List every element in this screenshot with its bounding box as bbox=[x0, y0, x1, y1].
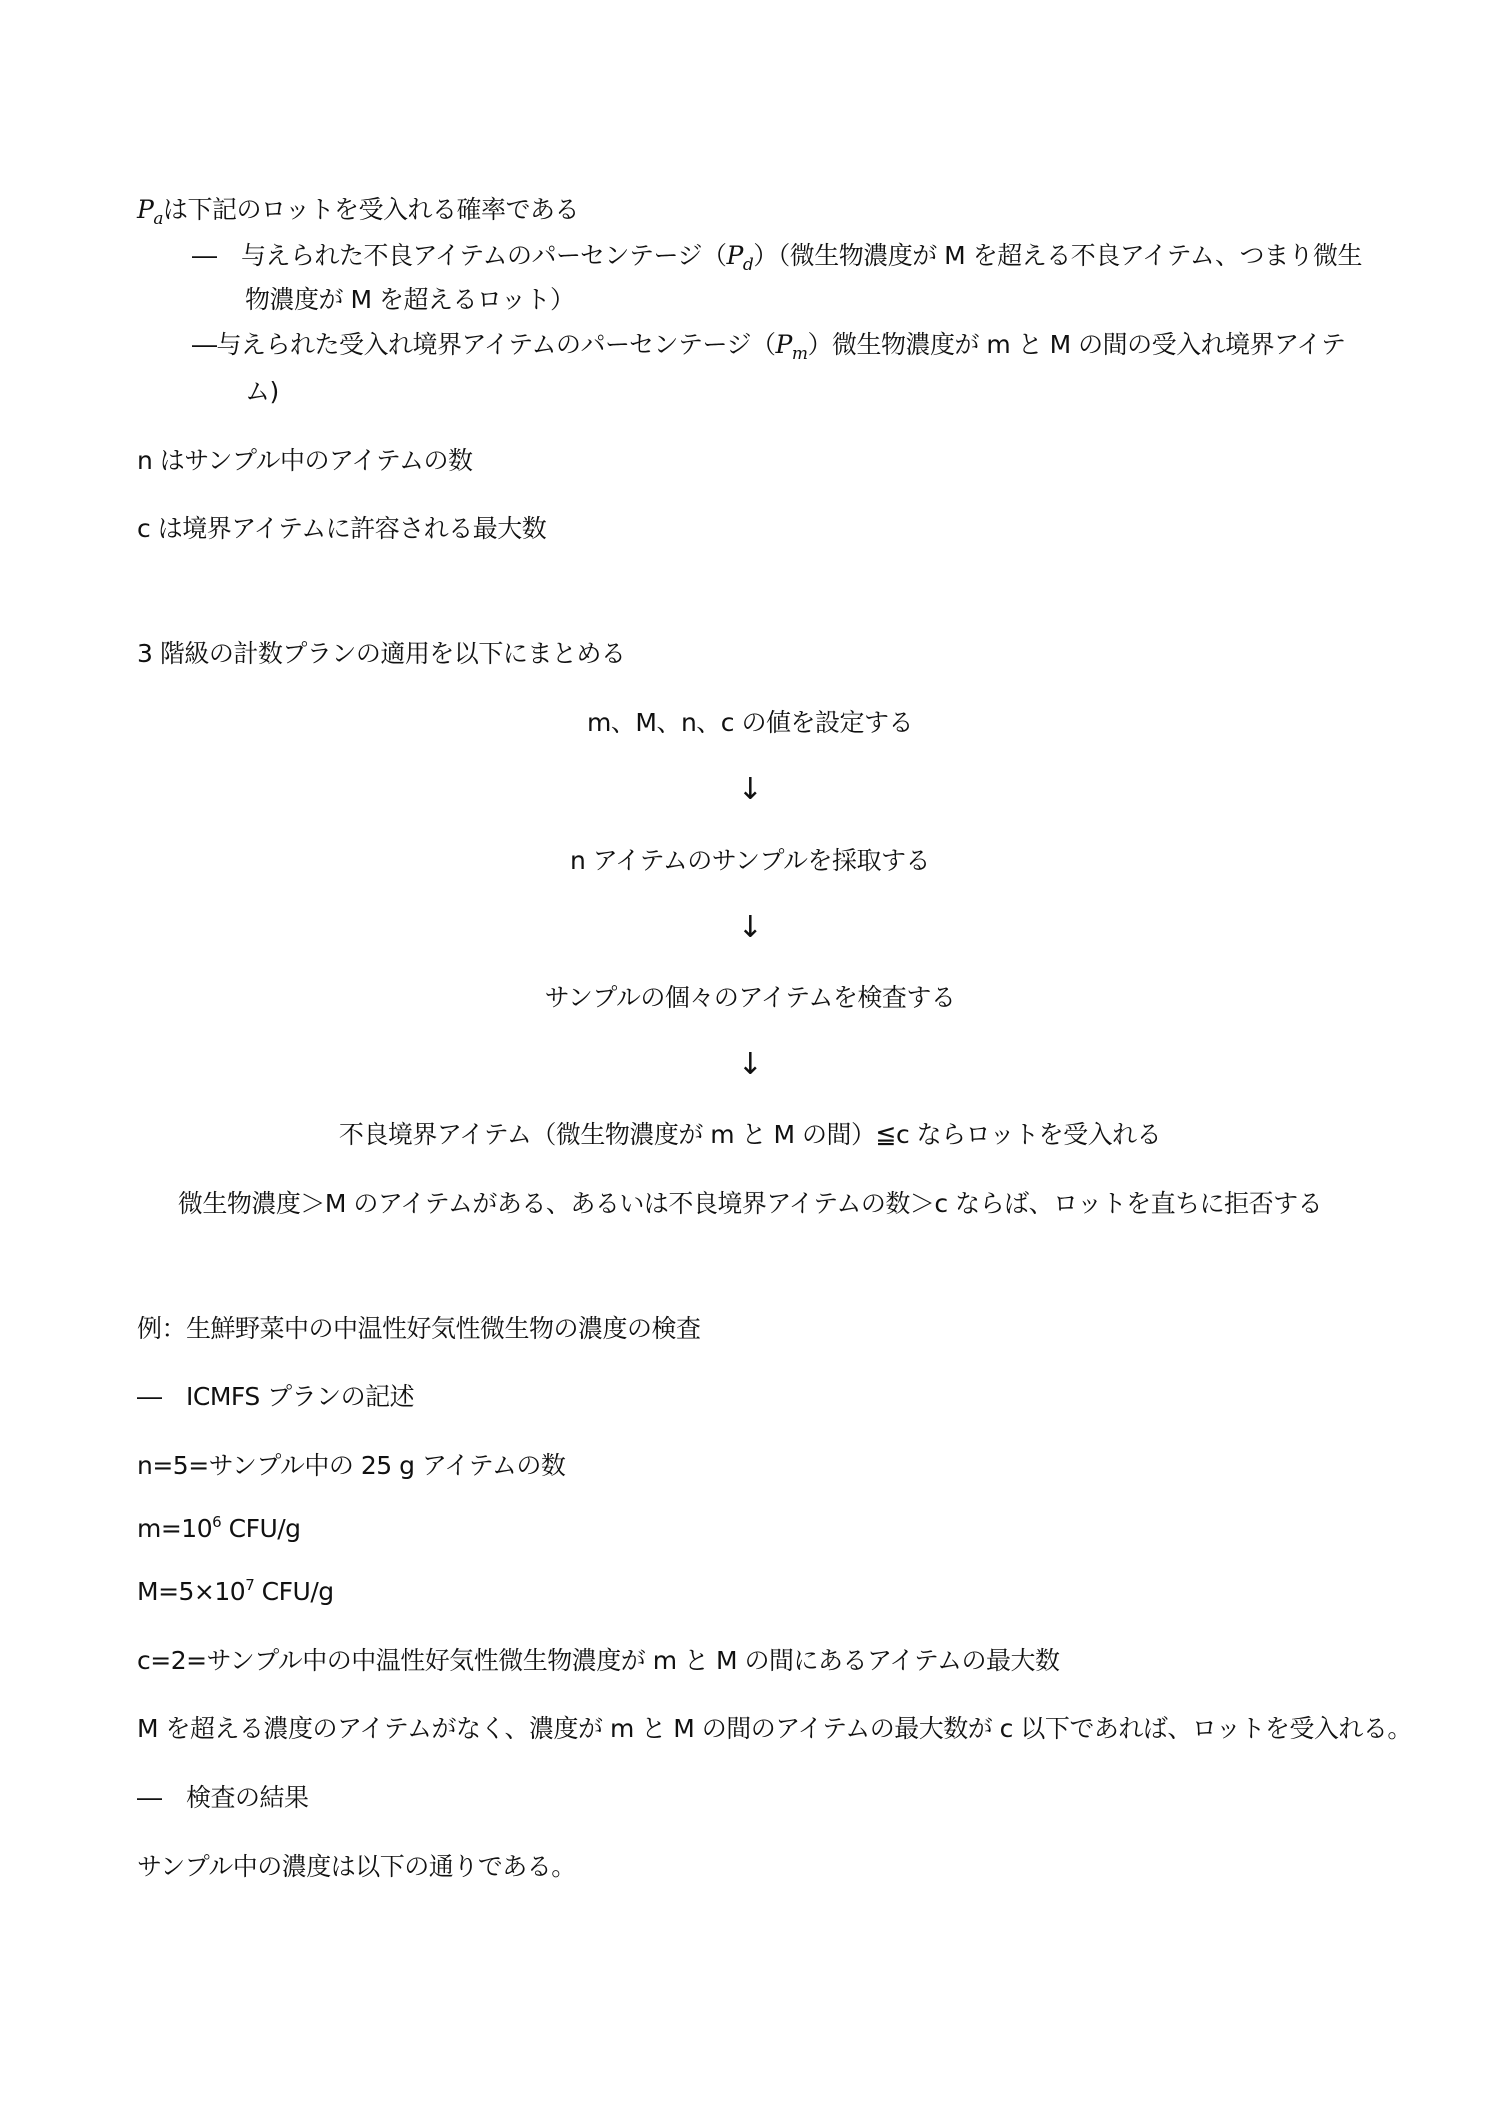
M-value-line: $M=5\times 10^7$ CFU/g bbox=[137, 1576, 334, 1606]
n-value-line: n=5=サンプル中の 25 g アイテムの数 bbox=[137, 1451, 566, 1480]
acceptance-rule-line: M を超える濃度のアイテムがなく、濃度が m と M の間のアイテムの最大数が c 以下であれば、ロットを受入れる。 bbox=[137, 1714, 1412, 1743]
pa-definition bbox=[137, 193, 579, 236]
example-title: 例：生鮮野菜中の中温性好気性微生物の濃度の検査 bbox=[137, 1314, 701, 1343]
down-arrow-icon: ↓ bbox=[737, 910, 763, 945]
pa-symbol: $P_a$ bbox=[137, 195, 163, 229]
pa-text: は下記のロットを受入れる確率である bbox=[162, 195, 579, 224]
c-definition: c は境界アイテムに許容される最大数 bbox=[137, 514, 547, 543]
pd-definition-line2: 物濃度が M を超えるロット） bbox=[245, 285, 575, 314]
pm-text-a: ―与えられた受入れ境界アイテムのパーセンテージ（ bbox=[192, 330, 776, 359]
pd-text-b: ）（微生物濃度が M を超える不良アイテム、つまり微生 bbox=[753, 241, 1362, 270]
flow-step-inspect: サンプルの個々のアイテムを検査する bbox=[544, 983, 956, 1012]
flow-intro: 3 階級の計数プランの適用を以下にまとめる bbox=[137, 639, 626, 668]
pm-text-b: ）微生物濃度が m と M の間の受入れ境界アイテ bbox=[807, 330, 1346, 359]
down-arrow-icon: ↓ bbox=[737, 772, 763, 807]
c-value-line: c=2=サンプル中の中温性好気性微生物濃度が m と M の間にあるアイテムの最大数 bbox=[137, 1646, 1060, 1675]
flow-step-take-sample: n アイテムのサンプルを採取する bbox=[569, 846, 931, 875]
pd-text-a: ― 与えられた不良アイテムのパーセンテージ（ bbox=[192, 241, 727, 270]
down-arrow-icon: ↓ bbox=[737, 1047, 763, 1082]
pm-symbol: $P_m$ bbox=[775, 330, 808, 364]
flow-reject-rule: 微生物濃度＞M のアイテムがある、あるいは不良境界アイテムの数＞c ならば、ロットを直ちに拒否する bbox=[177, 1189, 1323, 1218]
pd-symbol: $P_d$ bbox=[726, 241, 754, 275]
result-heading: ― 検査の結果 bbox=[137, 1783, 309, 1812]
pm-definition-line1 bbox=[192, 328, 1345, 371]
pd-definition-line1 bbox=[192, 239, 1362, 282]
n-definition: n はサンプル中のアイテムの数 bbox=[137, 446, 473, 475]
icmfs-plan-heading: ― ICMFS プランの記述 bbox=[137, 1382, 415, 1411]
pm-definition-line2: ム) bbox=[245, 377, 279, 406]
result-text: サンプル中の濃度は以下の通りである。 bbox=[137, 1852, 576, 1881]
flow-accept-rule: 不良境界アイテム（微生物濃度が m と M の間）≦c ならロットを受入れる bbox=[338, 1120, 1162, 1149]
m-value-line: $m=10^6$ CFU/g bbox=[137, 1513, 301, 1543]
flow-step-set-values: m、M、n、c の値を設定する bbox=[587, 708, 913, 737]
